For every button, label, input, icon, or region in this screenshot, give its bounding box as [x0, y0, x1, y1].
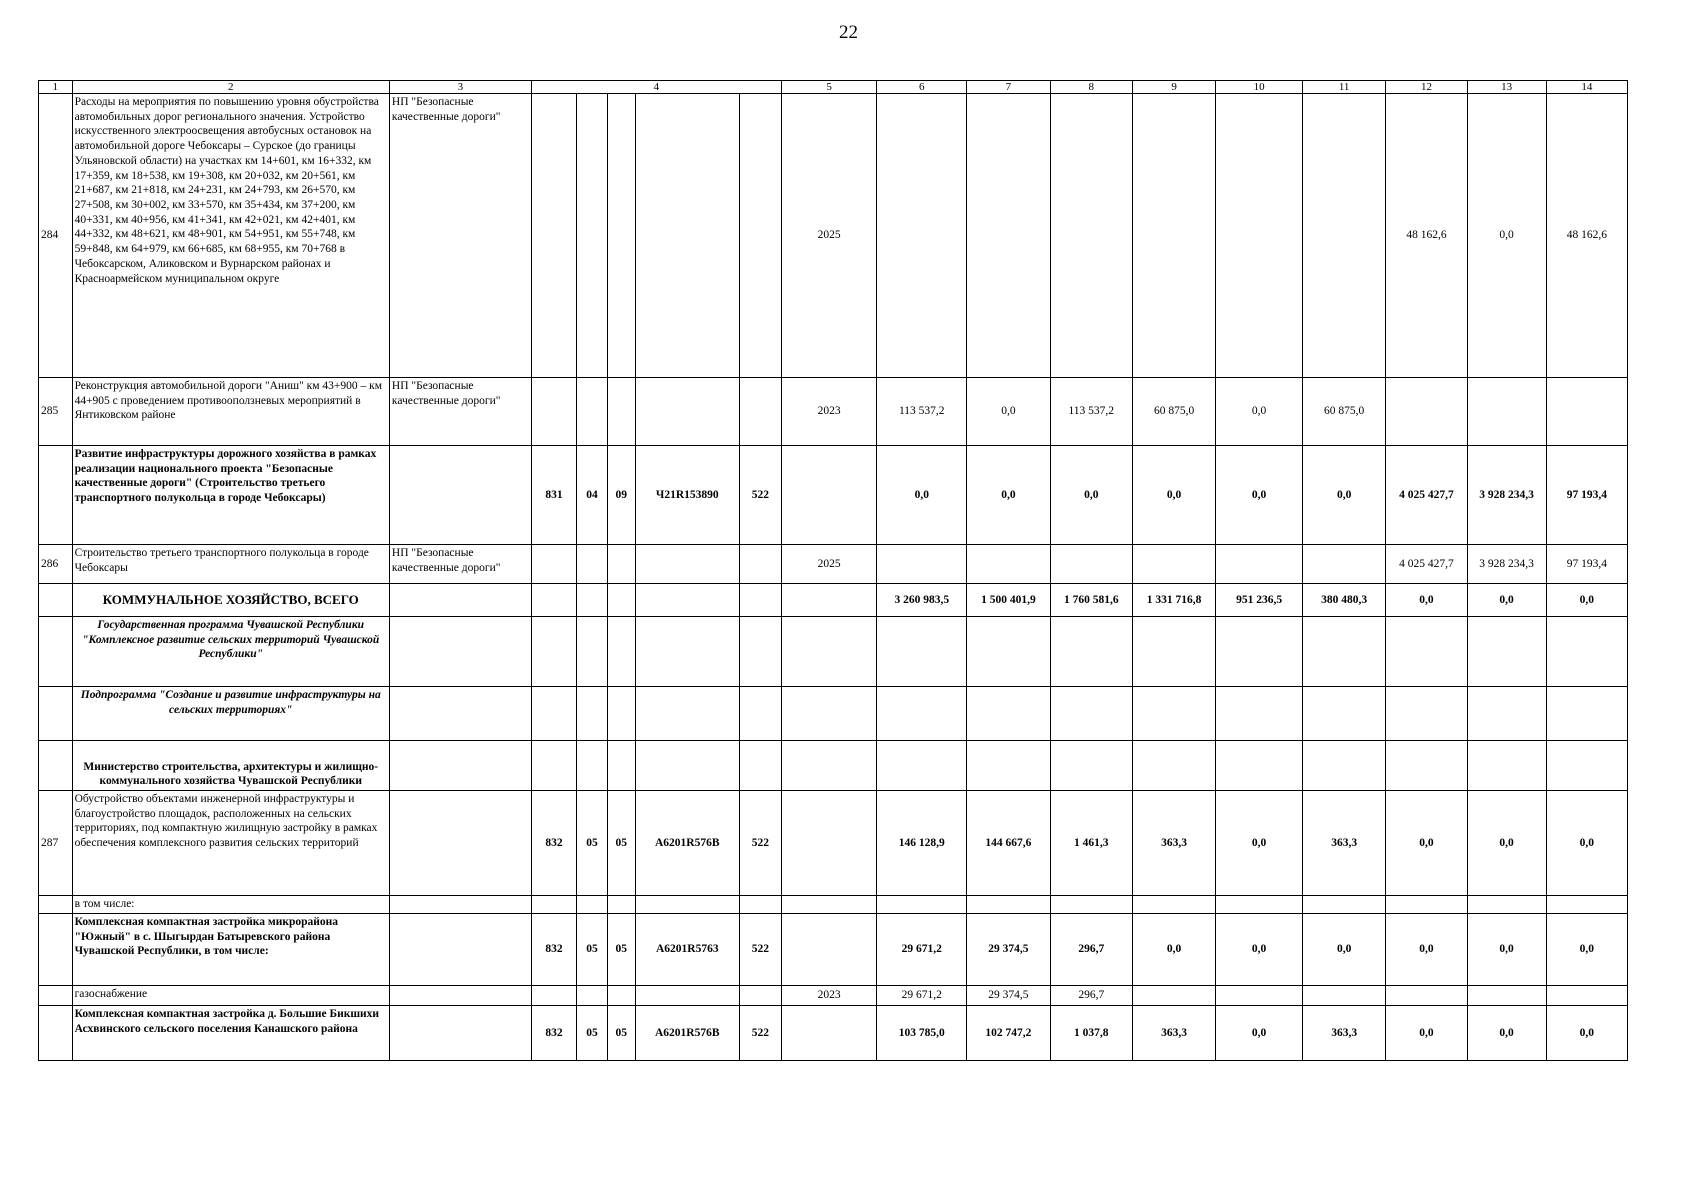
cell-code-1: 831 — [531, 446, 576, 545]
header-col-8: 8 — [1050, 81, 1132, 94]
row-number: 284 — [39, 94, 73, 378]
cell-code-1: 832 — [531, 914, 576, 986]
cell-col-9: 1 331 716,8 — [1132, 584, 1215, 617]
table-row — [39, 1006, 1628, 1061]
table-row — [39, 617, 1628, 687]
header-col-1: 1 — [39, 81, 73, 94]
header-col-7: 7 — [967, 81, 1050, 94]
cell-col-7: 102 747,2 — [967, 1006, 1050, 1061]
cell-col-14: 0,0 — [1546, 1006, 1627, 1061]
cell-col-9: 60 875,0 — [1132, 378, 1215, 446]
table-row — [39, 741, 1628, 791]
cell-col-6: 113 537,2 — [877, 378, 967, 446]
cell-col-13: 0,0 — [1467, 1006, 1546, 1061]
row-program: НП "Безопасные качественные дороги" — [389, 94, 531, 378]
cell-code-5: 522 — [739, 446, 781, 545]
cell-code-5: 522 — [739, 914, 781, 986]
cell-col-7: 144 667,6 — [967, 791, 1050, 896]
cell-code-3: 05 — [607, 914, 635, 986]
row-program: НП "Безопасные качественные дороги" — [389, 378, 531, 446]
table-row — [39, 446, 1628, 545]
header-col-6: 6 — [877, 81, 967, 94]
cell-col-11: 363,3 — [1302, 791, 1385, 896]
header-row — [39, 81, 1628, 94]
header-col-13: 13 — [1467, 81, 1546, 94]
table-row — [39, 94, 1628, 378]
cell-col-12: 4 025 427,7 — [1386, 446, 1467, 545]
cell-col-6: 29 671,2 — [877, 986, 967, 1006]
cell-col-8: 1 760 581,6 — [1050, 584, 1132, 617]
row-description: Расходы на мероприятия по повышению уровня обустройства автомобильных дорог регионального значения. Устройство искусственного электроосвещения автобусных остановок на автомобильной дороге Чебоксары – Сурское (до границы Ульяновской области) на участках км 14+601, км 16+332, км 17+359, км 18+538, км 19+308, км 20+032, км 20+561, км 21+687, км 21+818, км 24+231, км 24+793, км 26+570, км 27+508, км 30+002, км 33+570, км 35+434, км 37+200, км 40+331, км 40+956, км 41+341, км 42+021, км 42+401, км 44+332, км 48+621, км 48+901, км 54+951, км 55+748, км 59+848, км 64+979, км 66+685, км 68+955, км 70+768 в Чебоксарском, Аликовском и Вурнарском районах и Красноармейском муниципальном округе — [72, 94, 389, 378]
cell-col-12: 0,0 — [1386, 584, 1467, 617]
cell-col-10: 951 236,5 — [1216, 584, 1303, 617]
row-number: 287 — [39, 791, 73, 896]
cell-col-10: 0,0 — [1216, 378, 1303, 446]
cell-col-6: 103 785,0 — [877, 1006, 967, 1061]
row-description: Развитие инфраструктуры дорожного хозяйства в рамках реализации национального проекта "Безопасные качественные дороги" (Строительство третьего транспортного полукольца в городе Чебоксары) — [72, 446, 389, 545]
table-row — [39, 545, 1628, 584]
cell-col-12: 0,0 — [1386, 1006, 1467, 1061]
cell-code-2: 05 — [577, 1006, 607, 1061]
cell-col-7: 29 374,5 — [967, 986, 1050, 1006]
cell-col-12: 0,0 — [1386, 791, 1467, 896]
subprogram-title: Подпрограмма "Создание и развитие инфраструктуры на сельских территориях" — [72, 687, 389, 741]
cell-col-13: 0,0 — [1467, 94, 1546, 378]
cell-col-9: 363,3 — [1132, 1006, 1215, 1061]
row-description: Комплексная компактная застройка д. Большие Бикшихи Асхвинского сельского поселения Канашского района — [72, 1006, 389, 1061]
cell-col-8: 296,7 — [1050, 986, 1132, 1006]
cell-col-13: 0,0 — [1467, 584, 1546, 617]
table-row — [39, 896, 1628, 914]
cell-col-7: 0,0 — [967, 378, 1050, 446]
cell-col-8: 1 037,8 — [1050, 1006, 1132, 1061]
ministry-title: Министерство строительства, архитектуры и жилищно-коммунального хозяйства Чувашской Республики — [72, 741, 389, 791]
row-description: в том числе: — [72, 896, 389, 914]
header-col-3: 3 — [389, 81, 531, 94]
header-col-5: 5 — [782, 81, 877, 94]
table-row — [39, 378, 1628, 446]
cell-code-3: 09 — [607, 446, 635, 545]
cell-col-8: 1 461,3 — [1050, 791, 1132, 896]
cell-col-14: 97 193,4 — [1546, 545, 1627, 584]
section-title: КОММУНАЛЬНОЕ ХОЗЯЙСТВО, ВСЕГО — [72, 584, 389, 617]
cell-col-11: 380 480,3 — [1302, 584, 1385, 617]
cell-col-6: 0,0 — [877, 446, 967, 545]
cell-code-5: 522 — [739, 1006, 781, 1061]
cell-col-6: 29 671,2 — [877, 914, 967, 986]
table-row — [39, 986, 1628, 1006]
program-title: Государственная программа Чувашской Республики "Комплексное развитие сельских территорий Чувашской Республики" — [72, 617, 389, 687]
cell-col-14: 97 193,4 — [1546, 446, 1627, 545]
header-col-2: 2 — [72, 81, 389, 94]
cell-col-14: 0,0 — [1546, 791, 1627, 896]
row-year: 2023 — [782, 378, 877, 446]
cell-col-10: 0,0 — [1216, 791, 1303, 896]
cell-code-2: 04 — [577, 446, 607, 545]
cell-col-12: 48 162,6 — [1386, 94, 1467, 378]
header-col-10: 10 — [1216, 81, 1303, 94]
page-number: 22 — [839, 22, 858, 43]
cell-col-6: 146 128,9 — [877, 791, 967, 896]
cell-col-13: 0,0 — [1467, 914, 1546, 986]
cell-code-2: 05 — [577, 791, 607, 896]
cell-code-1: 832 — [531, 791, 576, 896]
cell-col-9: 363,3 — [1132, 791, 1215, 896]
cell-col-10: 0,0 — [1216, 1006, 1303, 1061]
cell-col-8: 113 537,2 — [1050, 378, 1132, 446]
row-description: газоснабжение — [72, 986, 389, 1006]
cell-col-10: 0,0 — [1216, 446, 1303, 545]
cell-col-7: 29 374,5 — [967, 914, 1050, 986]
cell-col-13: 3 928 234,3 — [1467, 545, 1546, 584]
cell-col-11: 0,0 — [1302, 914, 1385, 986]
row-number: 285 — [39, 378, 73, 446]
header-col-14: 14 — [1546, 81, 1627, 94]
cell-code-4: А6201R576В — [635, 1006, 739, 1061]
row-number: 286 — [39, 545, 73, 584]
row-description: Обустройство объектами инженерной инфраструктуры и благоустройство площадок, расположенных на сельских территориях, под компактную жилищную застройку в рамках обеспечения комплексного развития сельских территорий — [72, 791, 389, 896]
cell-col-11: 0,0 — [1302, 446, 1385, 545]
header-col-11: 11 — [1302, 81, 1385, 94]
cell-col-13: 3 928 234,3 — [1467, 446, 1546, 545]
cell-col-13: 0,0 — [1467, 791, 1546, 896]
cell-col-10: 0,0 — [1216, 914, 1303, 986]
cell-code-2: 05 — [577, 914, 607, 986]
header-col-9: 9 — [1132, 81, 1215, 94]
cell-col-9: 0,0 — [1132, 446, 1215, 545]
cell-col-11: 60 875,0 — [1302, 378, 1385, 446]
row-description: Комплексная компактная застройка микрорайона "Южный" в с. Шыгырдан Батыревского района Чувашской Республики, в том числе: — [72, 914, 389, 986]
cell-code-3: 05 — [607, 791, 635, 896]
cell-col-9: 0,0 — [1132, 914, 1215, 986]
budget-table — [38, 80, 1628, 1061]
cell-col-7: 0,0 — [967, 446, 1050, 545]
cell-col-6: 3 260 983,5 — [877, 584, 967, 617]
row-year: 2023 — [782, 986, 877, 1006]
cell-code-1: 832 — [531, 1006, 576, 1061]
cell-col-14: 0,0 — [1546, 914, 1627, 986]
table-row — [39, 584, 1628, 617]
cell-col-12: 0,0 — [1386, 914, 1467, 986]
cell-code-4: Ч21R153890 — [635, 446, 739, 545]
row-program: НП "Безопасные качественные дороги" — [389, 545, 531, 584]
cell-code-4: А6201R576В — [635, 791, 739, 896]
row-description: Реконструкция автомобильной дороги "Аниш" км 43+900 – км 44+905 с проведением противооползневых мероприятий в Янтиковском районе — [72, 378, 389, 446]
row-description: Строительство третьего транспортного полукольца в городе Чебоксары — [72, 545, 389, 584]
cell-col-7: 1 500 401,9 — [967, 584, 1050, 617]
cell-col-8: 296,7 — [1050, 914, 1132, 986]
table-row — [39, 687, 1628, 741]
cell-col-12: 4 025 427,7 — [1386, 545, 1467, 584]
table-row — [39, 791, 1628, 896]
row-year: 2025 — [782, 545, 877, 584]
cell-col-14: 48 162,6 — [1546, 94, 1627, 378]
cell-code-3: 05 — [607, 1006, 635, 1061]
header-col-4: 4 — [531, 81, 781, 94]
cell-code-5: 522 — [739, 791, 781, 896]
table-row — [39, 914, 1628, 986]
cell-col-11: 363,3 — [1302, 1006, 1385, 1061]
cell-col-14: 0,0 — [1546, 584, 1627, 617]
cell-col-8: 0,0 — [1050, 446, 1132, 545]
row-year: 2025 — [782, 94, 877, 378]
cell-code-4: А6201R5763 — [635, 914, 739, 986]
header-col-12: 12 — [1386, 81, 1467, 94]
